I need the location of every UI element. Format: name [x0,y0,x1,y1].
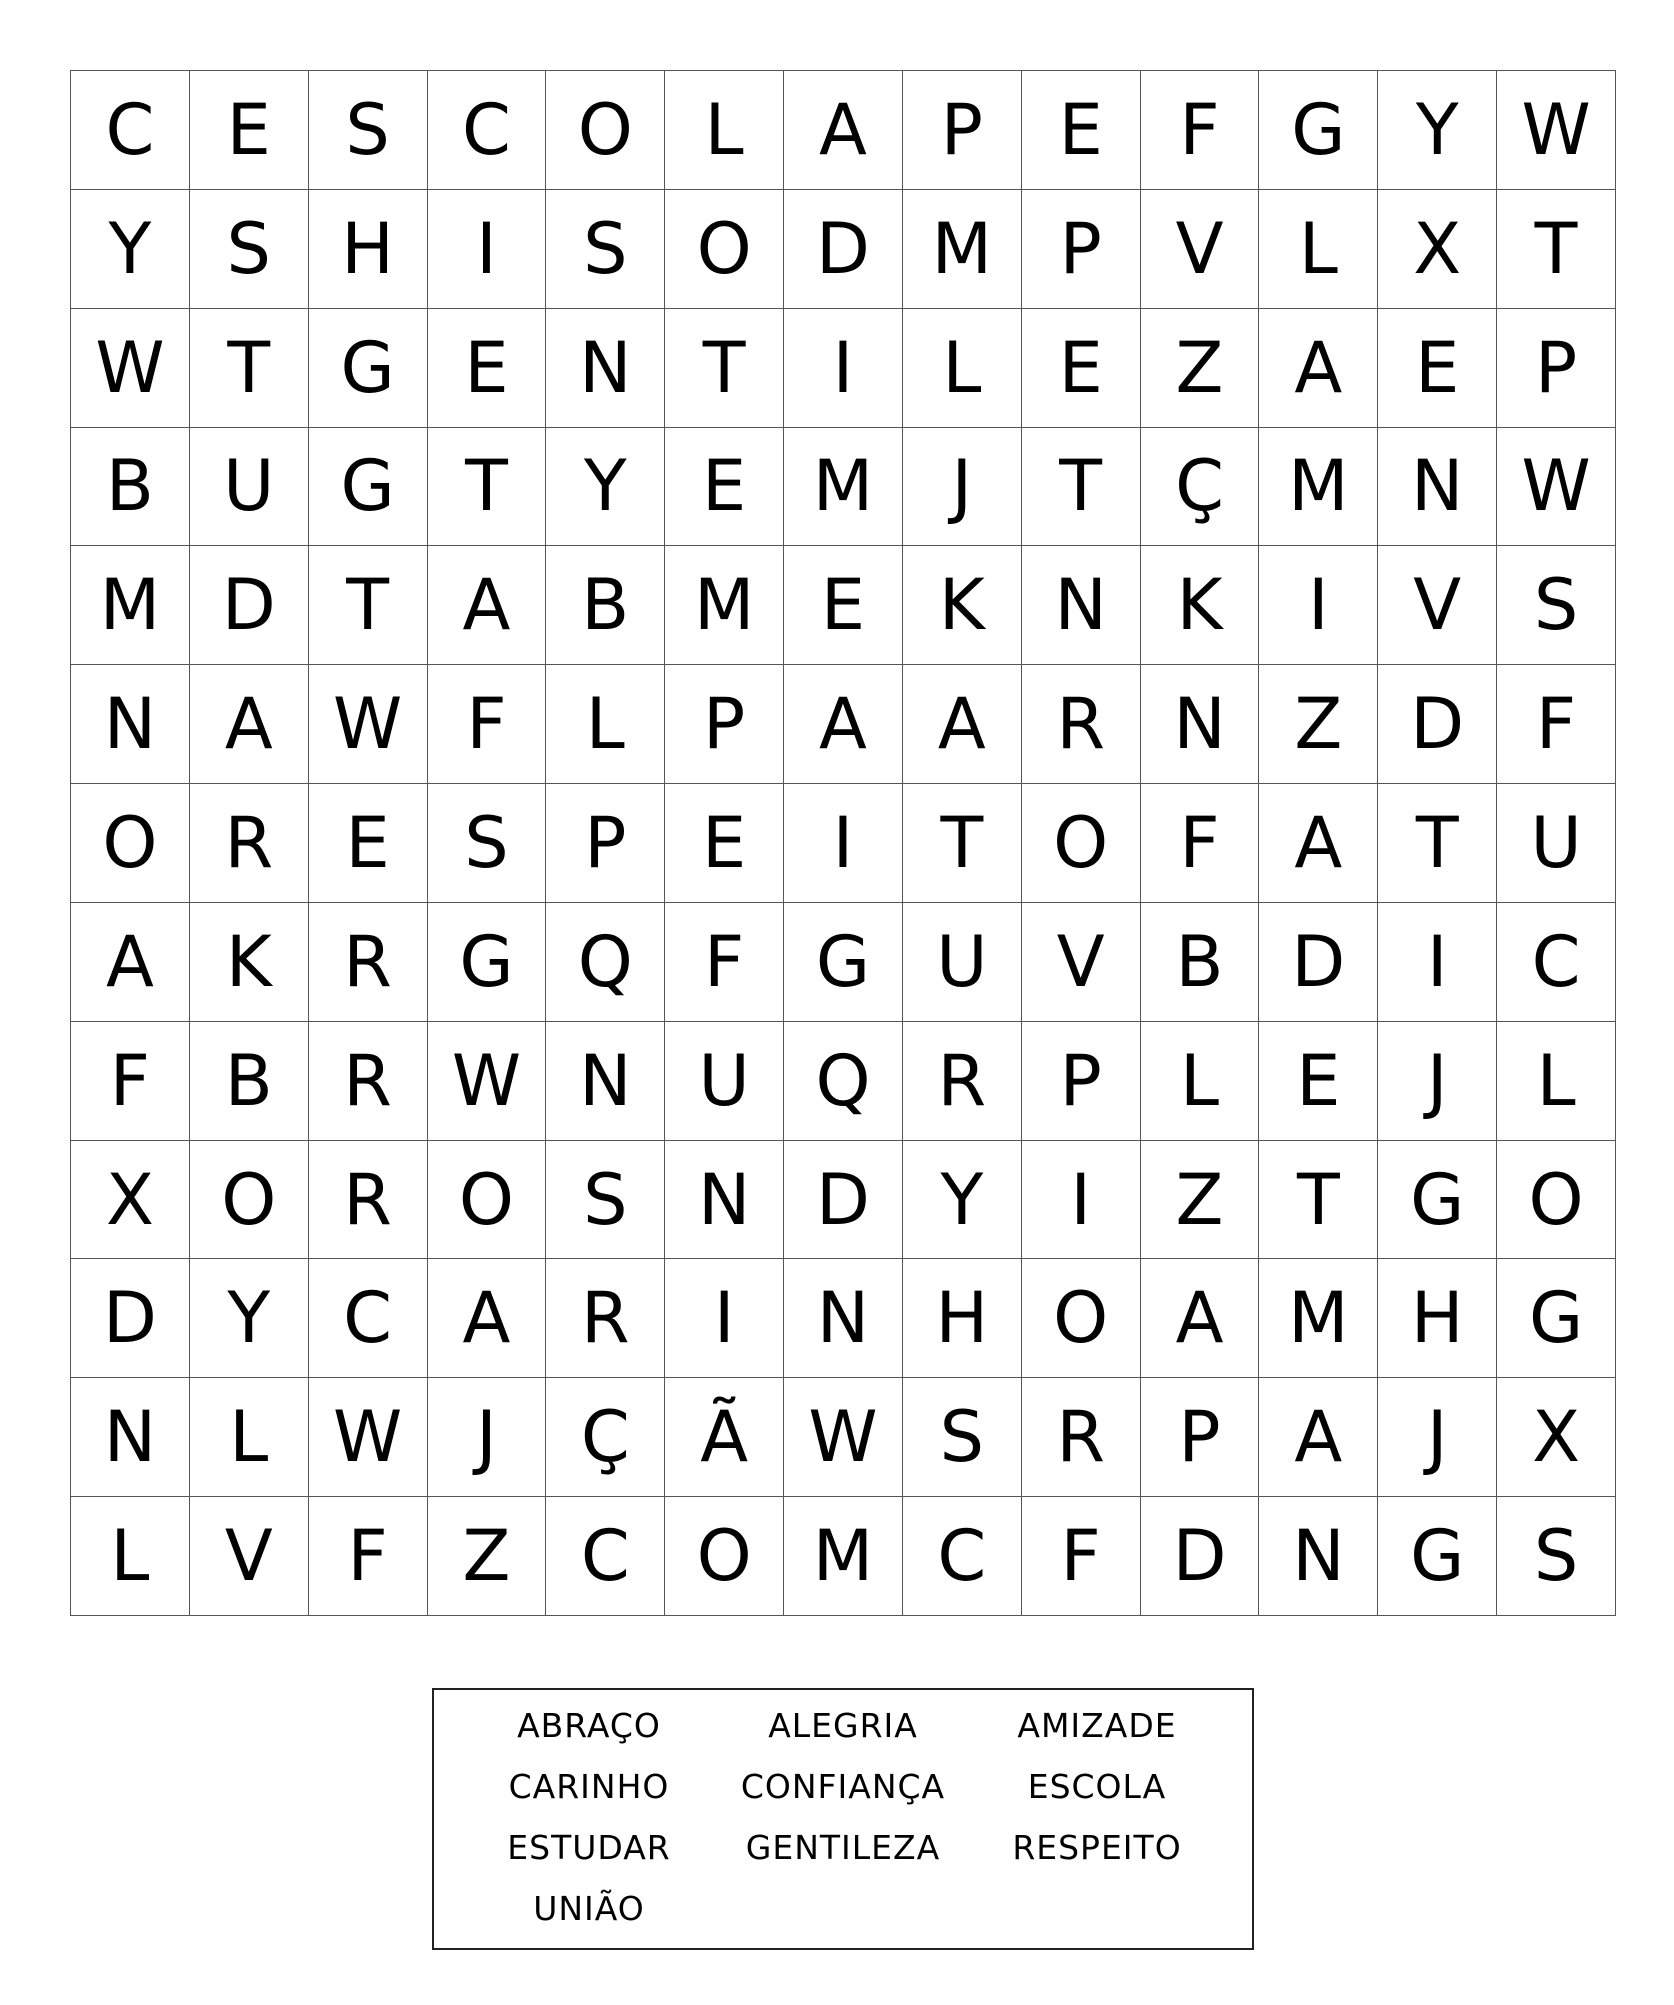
grid-cell[interactable]: W [71,309,190,428]
grid-cell[interactable]: W [428,1022,547,1141]
grid-cell[interactable]: I [784,309,903,428]
word-bank-item: AMIZADE [1017,1706,1177,1745]
grid-cell[interactable]: E [665,428,784,547]
grid-cell[interactable]: Y [190,1259,309,1378]
grid-cell[interactable]: V [1141,190,1260,309]
grid-cell[interactable]: Z [1259,665,1378,784]
grid-cell[interactable]: D [71,1259,190,1378]
grid-cell[interactable]: A [903,665,1022,784]
grid-cell[interactable]: Y [546,428,665,547]
grid-cell[interactable]: M [784,428,903,547]
grid-cell[interactable]: A [71,903,190,1022]
grid-cell[interactable]: Y [71,190,190,309]
grid-cell[interactable]: C [1497,903,1616,1022]
grid-cell[interactable]: E [309,784,428,903]
grid-cell[interactable]: O [1022,784,1141,903]
grid-cell[interactable]: T [190,309,309,428]
grid-cell[interactable]: H [903,1259,1022,1378]
grid-cell[interactable]: A [1141,1259,1260,1378]
grid-cell[interactable]: C [428,71,547,190]
grid-cell[interactable]: F [1141,784,1260,903]
grid-cell[interactable]: F [665,903,784,1022]
grid-cell[interactable]: C [546,1497,665,1616]
grid-cell[interactable]: S [190,190,309,309]
grid-cell[interactable]: L [903,309,1022,428]
grid-cell[interactable]: W [1497,428,1616,547]
grid-cell[interactable]: T [1022,428,1141,547]
grid-cell[interactable]: Z [1141,309,1260,428]
grid-cell[interactable]: S [309,71,428,190]
grid-cell[interactable]: G [1497,1259,1616,1378]
word-bank-item: GENTILEZA [745,1828,941,1867]
grid-cell[interactable]: P [1022,190,1141,309]
grid-cell[interactable]: N [71,665,190,784]
word-bank-item: UNIÃO [533,1889,645,1928]
grid-cell[interactable]: M [1259,1259,1378,1378]
grid-cell[interactable]: I [428,190,547,309]
grid-cell[interactable]: L [1497,1022,1616,1141]
grid-cell[interactable]: S [546,190,665,309]
grid-cell[interactable]: O [665,190,784,309]
letter-grid [70,70,1616,1616]
grid-cell[interactable]: R [309,1141,428,1260]
grid-cell[interactable]: T [665,309,784,428]
grid-cell[interactable]: E [1259,1022,1378,1141]
grid-cell[interactable]: O [546,71,665,190]
grid-cell[interactable]: J [428,1378,547,1497]
grid-cell[interactable]: A [428,546,547,665]
grid-cell[interactable]: K [190,903,309,1022]
grid-cell[interactable]: J [1378,1022,1497,1141]
grid-cell[interactable]: W [309,665,428,784]
grid-cell[interactable]: G [309,428,428,547]
grid-cell[interactable]: R [1022,1378,1141,1497]
grid-cell[interactable]: N [665,1141,784,1260]
grid-cell[interactable]: N [71,1378,190,1497]
grid-cell[interactable]: R [309,903,428,1022]
grid-cell[interactable]: N [1022,546,1141,665]
word-bank-item: ESTUDAR [507,1828,671,1867]
grid-cell[interactable]: F [1497,665,1616,784]
word-bank-item: ALEGRIA [768,1706,918,1745]
grid-cell[interactable]: N [1141,665,1260,784]
grid-cell[interactable]: T [309,546,428,665]
grid-cell[interactable]: U [903,903,1022,1022]
grid-cell[interactable]: Y [903,1141,1022,1260]
grid-cell[interactable]: A [1259,309,1378,428]
grid-cell[interactable]: M [1259,428,1378,547]
grid-cell[interactable]: O [190,1141,309,1260]
grid-cell[interactable]: I [1022,1141,1141,1260]
grid-cell[interactable]: N [784,1259,903,1378]
grid-cell[interactable]: U [1497,784,1616,903]
grid-cell[interactable]: D [1259,903,1378,1022]
grid-cell[interactable]: Z [1141,1141,1260,1260]
grid-cell[interactable]: U [190,428,309,547]
grid-cell[interactable]: F [71,1022,190,1141]
grid-cell[interactable]: J [1378,1378,1497,1497]
grid-cell[interactable]: I [1259,546,1378,665]
grid-cell[interactable]: D [784,190,903,309]
grid-cell[interactable]: X [1497,1378,1616,1497]
grid-cell[interactable]: G [1259,71,1378,190]
grid-cell[interactable]: H [1378,1259,1497,1378]
grid-cell[interactable]: Ç [1141,428,1260,547]
grid-cell[interactable]: F [428,665,547,784]
grid-cell[interactable]: O [1022,1259,1141,1378]
grid-cell[interactable]: R [1022,665,1141,784]
grid-cell[interactable]: H [309,190,428,309]
grid-cell[interactable]: P [903,71,1022,190]
grid-cell[interactable]: P [1141,1378,1260,1497]
grid-cell[interactable]: N [546,309,665,428]
word-bank-item: CONFIANÇA [740,1767,946,1806]
grid-cell[interactable]: U [665,1022,784,1141]
grid-cell[interactable]: B [546,546,665,665]
grid-cell[interactable]: T [1378,784,1497,903]
grid-cell[interactable]: T [1259,1141,1378,1260]
grid-cell[interactable]: T [1497,190,1616,309]
grid-cell[interactable]: A [784,71,903,190]
grid-cell[interactable]: Q [546,903,665,1022]
grid-cell[interactable]: P [665,665,784,784]
grid-cell[interactable]: D [784,1141,903,1260]
grid-cell[interactable]: E [665,784,784,903]
grid-cell[interactable]: D [190,546,309,665]
grid-cell[interactable]: E [1378,309,1497,428]
grid-cell[interactable]: K [1141,546,1260,665]
grid-cell[interactable]: R [546,1259,665,1378]
grid-cell[interactable]: T [903,784,1022,903]
grid-cell[interactable]: L [546,665,665,784]
grid-cell[interactable]: B [71,428,190,547]
grid-cell[interactable]: X [1378,190,1497,309]
grid-cell[interactable]: F [309,1497,428,1616]
grid-cell[interactable]: T [428,428,547,547]
grid-cell[interactable]: O [1497,1141,1616,1260]
grid-cell[interactable]: A [190,665,309,784]
grid-cell[interactable]: N [1378,428,1497,547]
grid-cell[interactable]: F [1022,1497,1141,1616]
grid-cell[interactable]: I [1378,903,1497,1022]
grid-cell[interactable]: C [71,71,190,190]
grid-cell[interactable]: P [1497,309,1616,428]
grid-cell[interactable]: R [903,1022,1022,1141]
grid-cell[interactable]: L [1259,190,1378,309]
grid-cell[interactable]: Y [1378,71,1497,190]
grid-cell[interactable]: A [428,1259,547,1378]
grid-cell[interactable]: G [784,903,903,1022]
grid-cell[interactable]: P [1022,1022,1141,1141]
grid-cell[interactable]: S [428,784,547,903]
grid-cell[interactable]: A [1259,784,1378,903]
grid-cell[interactable]: R [190,784,309,903]
word-bank-item: CARINHO [508,1767,670,1806]
grid-cell[interactable]: V [1022,903,1141,1022]
grid-cell[interactable]: C [903,1497,1022,1616]
grid-cell[interactable]: B [190,1022,309,1141]
grid-cell[interactable]: N [1259,1497,1378,1616]
grid-cell[interactable]: D [1141,1497,1260,1616]
grid-cell[interactable]: V [1378,546,1497,665]
grid-cell[interactable]: O [665,1497,784,1616]
grid-cell[interactable]: C [309,1259,428,1378]
grid-cell[interactable]: D [1378,665,1497,784]
grid-cell[interactable]: M [71,546,190,665]
grid-cell[interactable]: L [71,1497,190,1616]
grid-cell[interactable]: K [903,546,1022,665]
grid-cell[interactable]: B [1141,903,1260,1022]
grid-cell[interactable]: W [784,1378,903,1497]
grid-cell[interactable]: E [428,309,547,428]
grid-cell[interactable]: P [546,784,665,903]
grid-cell[interactable]: G [1378,1497,1497,1616]
grid-cell[interactable]: O [428,1141,547,1260]
grid-cell[interactable]: S [546,1141,665,1260]
word-bank-item: ESCOLA [1027,1767,1167,1806]
grid-cell[interactable]: G [1378,1141,1497,1260]
grid-cell[interactable]: E [1022,309,1141,428]
grid-cell[interactable]: V [190,1497,309,1616]
grid-cell[interactable]: S [1497,546,1616,665]
grid-cell[interactable]: F [1141,71,1260,190]
grid-cell[interactable]: X [71,1141,190,1260]
grid-cell[interactable]: Ã [665,1378,784,1497]
grid-cell[interactable]: R [309,1022,428,1141]
grid-cell[interactable]: S [1497,1497,1616,1616]
grid-cell[interactable]: I [784,784,903,903]
grid-cell[interactable]: A [1259,1378,1378,1497]
grid-cell[interactable]: E [1022,71,1141,190]
grid-cell[interactable]: O [71,784,190,903]
grid-cell[interactable]: N [546,1022,665,1141]
grid-cell[interactable]: L [1141,1022,1260,1141]
word-bank-item: RESPEITO [1012,1828,1182,1867]
grid-cell[interactable]: S [903,1378,1022,1497]
grid-cell[interactable]: M [665,546,784,665]
grid-cell[interactable]: I [665,1259,784,1378]
grid-cell[interactable]: W [309,1378,428,1497]
grid-cell[interactable]: E [784,546,903,665]
word-bank [432,1688,1254,1950]
grid-cell[interactable]: G [309,309,428,428]
grid-cell[interactable]: L [190,1378,309,1497]
grid-cell[interactable]: Q [784,1022,903,1141]
grid-cell[interactable]: M [903,190,1022,309]
grid-cell[interactable]: E [190,71,309,190]
grid-cell[interactable]: Z [428,1497,547,1616]
grid-cell[interactable]: W [1497,71,1616,190]
grid-cell[interactable]: Ç [546,1378,665,1497]
word-bank-item: ABRAÇO [517,1706,661,1745]
word-list [434,1706,1252,1950]
grid-cell[interactable]: J [903,428,1022,547]
grid-cell[interactable]: M [784,1497,903,1616]
grid-cell[interactable]: G [428,903,547,1022]
grid-cell[interactable]: A [784,665,903,784]
grid-cell[interactable]: L [665,71,784,190]
